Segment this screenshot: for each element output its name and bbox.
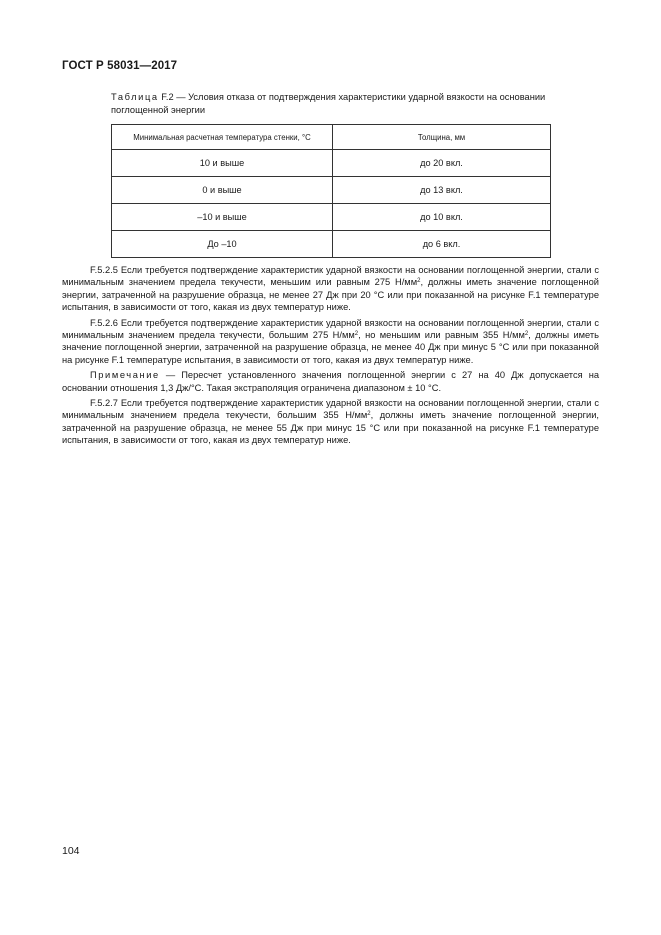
body-text bbox=[62, 264, 599, 450]
table-header-row bbox=[112, 125, 551, 150]
note-paragraph bbox=[62, 369, 599, 394]
cell-temperature: 0 и выше bbox=[112, 177, 333, 204]
cell-thickness: до 6 вкл. bbox=[333, 231, 551, 258]
col-header-thickness: Толщина, мм bbox=[333, 125, 551, 150]
paragraph-text: , но меньшим или равным 355 Н/мм bbox=[358, 330, 525, 341]
table-row bbox=[112, 150, 551, 177]
note-text: — Пересчет установленного значения поглощенной энергии с 27 на 40 Дж допускается на основании отношения 1,3 Дж/°С. Такая экстраполяция ограничена диапазоном ± 10 °С. bbox=[62, 370, 599, 393]
note-label: Примечание bbox=[90, 370, 160, 381]
paragraph-f527 bbox=[62, 397, 599, 447]
superscript: 2 bbox=[524, 331, 529, 338]
table-row bbox=[112, 231, 551, 258]
table-caption bbox=[111, 91, 551, 116]
table-row bbox=[112, 204, 551, 231]
table-caption-label: Таблица bbox=[111, 92, 159, 102]
cell-temperature: 10 и выше bbox=[112, 150, 333, 177]
page-number: 104 bbox=[62, 845, 80, 857]
paragraph-f526 bbox=[62, 317, 599, 367]
superscript: 2 bbox=[354, 331, 359, 338]
paragraph-text: F.5.2.7 Если требуется подтверждение характеристик ударной вязкости на основании поглощенной энергии, стали с минимальным значением предела текучести, большим 355 Н/мм bbox=[62, 398, 599, 421]
cell-temperature: –10 и выше bbox=[112, 204, 333, 231]
paragraph-text: , должны иметь значение поглощенной энергии, затраченной на разрушение образца, не менее 40 Дж при минус 5 °С или при показанной на рисунке F.1 температуре испытания, в зависимости от того, какая из двух температур ниже. bbox=[62, 330, 599, 365]
cell-thickness: до 20 вкл. bbox=[333, 150, 551, 177]
paragraph-text: , должны иметь значение поглощенной энергии, затраченной на разрушение образца, не менее 27 Дж при 20 °С или при показанной на рисунке F.1 температуре испытания, в зависимости от того, какая из двух температур ниже. bbox=[62, 277, 599, 313]
document-header: ГОСТ Р 58031—2017 bbox=[62, 60, 178, 72]
cell-thickness: до 10 вкл. bbox=[333, 204, 551, 231]
table-row bbox=[112, 177, 551, 204]
paragraph-f525 bbox=[62, 264, 599, 314]
superscript: 2 bbox=[417, 278, 421, 285]
paragraph-text: , должны иметь значение поглощенной энергии, затраченной на разрушение образца, не менее 55 Дж при минус 15 °С или при показанной на рисунке F.1 температуре испытания, в зависимости от того, какая из двух температур ниже. bbox=[62, 410, 599, 446]
paragraph-text: F.5.2.6 Если требуется подтверждение характеристик ударной вязкости на основании поглощенной энергии, стали с минимальным значением предела текучести, большим 275 Н/мм bbox=[62, 317, 599, 341]
cell-thickness: до 13 вкл. bbox=[333, 177, 551, 204]
conditions-table bbox=[111, 124, 551, 258]
cell-temperature: До –10 bbox=[112, 231, 333, 258]
col-header-temperature: Минимальная расчетная температура стенки, °С bbox=[112, 125, 333, 150]
table-caption-text: F.2 — Условия отказа от подтверждения характеристики ударной вязкости на основании поглощенной энергии bbox=[111, 92, 546, 115]
paragraph-text: F.5.2.5 Если требуется подтверждение характеристик ударной вязкости на основании поглощенной энергии, стали с минимальным значением предела текучести, меньшим или равным 275 Н/мм bbox=[62, 265, 599, 288]
superscript: 2 bbox=[367, 411, 371, 418]
